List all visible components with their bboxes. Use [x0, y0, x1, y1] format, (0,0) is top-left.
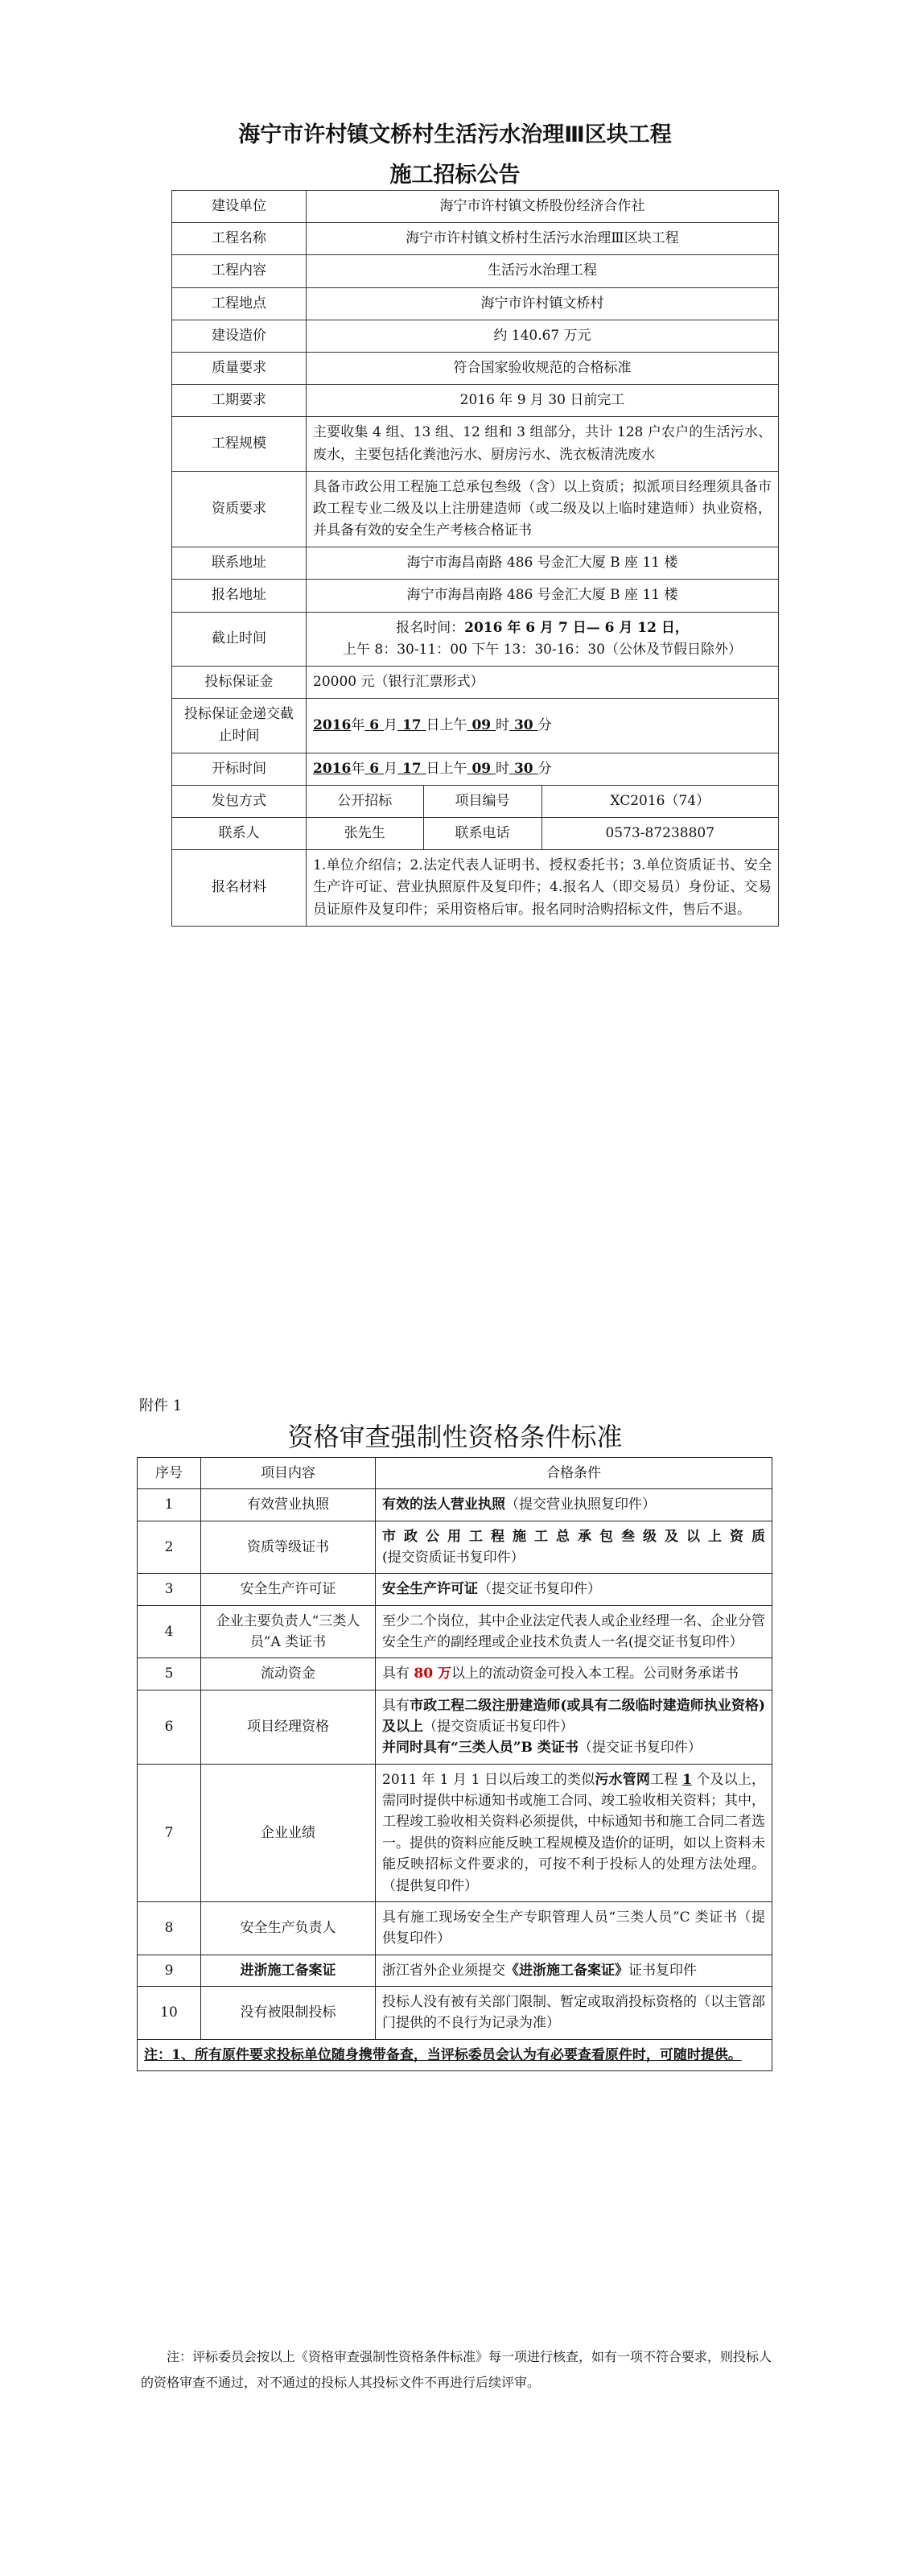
notice-label: 投标保证金递交截止时间	[172, 699, 307, 753]
notice-value: 海宁市海昌南路 486 号金汇大厦 B 座 11 楼	[307, 580, 779, 612]
notice-row	[172, 223, 779, 255]
table-header-row	[138, 1458, 772, 1489]
annex-title: 资格审查强制性资格条件标准	[287, 1422, 623, 1452]
deadline-dates: 2016 年 6 月 7 日— 6 月 12 日，	[464, 619, 689, 636]
header-no: 序号	[138, 1458, 201, 1489]
table-row: 3 安全生产许可证 安全生产许可证（提交证书复印件）	[138, 1574, 772, 1605]
notice-value-phone: 0573-87238807	[541, 817, 778, 849]
notice-label: 报名地址	[172, 580, 307, 612]
notice-row	[172, 417, 779, 471]
table-row: 2 资质等级证书 市政公用工程施工总承包叁级及以上资质(提交资质证书复印件）	[138, 1521, 772, 1574]
notice-value: 具备市政公用工程施工总承包叁级（含）以上资质；拟派项目经理须具备市政工程专业二级及以上注册建造师（或二级及以上临时建造师）执业资格，并具备有效的安全生产考核合格证书	[307, 471, 779, 547]
notice-row-deadline	[172, 612, 779, 666]
notice-value-deposit: 20000 元（银行汇票形式）	[307, 667, 779, 699]
deadline-hours: 上午 8：30-11：00 下午 13：30-16：30（公休及节假日除外）	[343, 641, 742, 658]
notice-subtitle: 施工招标公告	[389, 163, 521, 188]
notice-value: 符合国家验收规范的合格标准	[307, 352, 779, 384]
notice-label: 建设单位	[172, 191, 307, 223]
notice-row-method	[172, 785, 779, 817]
notice-table	[171, 190, 779, 927]
notice-value-opening: 2016年 6 月 17 日上午 09 时 30 分	[307, 753, 779, 785]
notice-label: 开标时间	[172, 753, 307, 785]
header-req: 合格条件	[376, 1458, 772, 1489]
notice-row	[172, 287, 779, 320]
notice-row-opening	[172, 753, 779, 785]
notice-label: 工期要求	[172, 385, 307, 417]
notice-row	[172, 352, 779, 384]
notice-row	[172, 580, 779, 612]
notice-label: 报名材料	[172, 850, 307, 927]
notice-value-materials: 1.单位介绍信；2.法定代表人证明书、授权委托书；3.单位资质证书、安全生产许可证、营业执照原件及复印件；4.报名人（即交易员）身份证、交易员证原件及复印件；采用资格后审。报名同时洽购招标文件，售后不退。	[307, 850, 779, 927]
notice-label: 投标保证金	[172, 667, 307, 699]
notice-value: 海宁市许村镇文桥村生活污水治理Ⅲ区块工程	[307, 223, 779, 255]
header-item: 项目内容	[201, 1458, 376, 1489]
notice-row-deposit-deadline	[172, 699, 779, 753]
notice-value: 生活污水治理工程	[307, 255, 779, 287]
notice-label: 工程名称	[172, 223, 307, 255]
table-row: 10 没有被限制投标 投标人没有被有关部门限制、暂定或取消投标资格的（以主管部门提供的不良行为记录为准）	[138, 1986, 772, 2039]
notice-label: 质量要求	[172, 352, 307, 384]
table-row: 5 流动资金 具有 80 万以上的流动资金可投入本工程。公司财务承诺书	[138, 1658, 772, 1690]
footnote: 注：评标委员会按以上《资格审查强制性资格条件标准》每一项进行核查，如有一项不符合要求，则投标人的资格审查不通过，对不通过的投标人其投标文件不再进行后续评审。	[141, 2349, 772, 2390]
notice-value-method: 公开招标	[307, 785, 424, 817]
notice-row	[172, 471, 779, 547]
notice-value-deadline	[307, 612, 779, 666]
notice-label: 截止时间	[172, 612, 307, 666]
table-note-row	[138, 2039, 772, 2070]
notice-row	[172, 191, 779, 223]
table-note: 注：1、所有原件要求投标单位随身携带备查，当评标委员会认为有必要查看原件时，可随时提供。	[138, 2039, 772, 2070]
notice-label: 工程规模	[172, 417, 307, 471]
qualification-table	[137, 1457, 772, 2071]
table-row: 8 安全生产负责人 具有施工现场安全生产专职管理人员“三类人员”C 类证书（提供复印件）	[138, 1901, 772, 1955]
notice-row	[172, 547, 779, 580]
notice-label-phone: 联系电话	[423, 817, 541, 849]
notice-value: 约 140.67 万元	[307, 320, 779, 352]
notice-label: 发包方式	[172, 785, 307, 817]
table-row: 9 进浙施工备案证 浙江省外企业须提交《进浙施工备案证》证书复印件	[138, 1955, 772, 1986]
notice-value: 海宁市许村镇文桥股份经济合作社	[307, 191, 779, 223]
notice-value-contact: 张先生	[307, 817, 424, 849]
notice-row	[172, 385, 779, 417]
notice-row-contact	[172, 817, 779, 849]
notice-label: 建设造价	[172, 320, 307, 352]
notice-label: 工程地点	[172, 287, 307, 320]
notice-value: 海宁市海昌南路 486 号金汇大厦 B 座 11 楼	[307, 547, 779, 580]
notice-label-code: 项目编号	[423, 785, 541, 817]
notice-row	[172, 320, 779, 352]
notice-row	[172, 255, 779, 287]
notice-label: 联系人	[172, 817, 307, 849]
notice-label: 联系地址	[172, 547, 307, 580]
notice-value: 2016 年 9 月 30 日前完工	[307, 385, 779, 417]
annex-label: 附件 1	[139, 1397, 183, 1414]
notice-label: 工程内容	[172, 255, 307, 287]
notice-value: 海宁市许村镇文桥村	[307, 287, 779, 320]
table-row: 6 项目经理资格 具有市政工程二级注册建造师(或具有二级临时建造师执业资格)及以上（提交资质证书复印件） 并同时具有“三类人员”B 类证书（提交证书复印件）	[138, 1690, 772, 1764]
table-row: 4 企业主要负责人“三类人员”A 类证书 至少二个岗位，其中企业法定代表人或企业经理一名、企业分管安全生产的副经理或企业技术负责人一名(提交证书复印件）	[138, 1605, 772, 1658]
notice-label: 资质要求	[172, 471, 307, 547]
notice-value-code: XC2016（74）	[541, 785, 778, 817]
table-row: 7 企业业绩 2011 年 1 月 1 日以后竣工的类似污水管网工程 1 个及以上，需同时提供中标通知书或施工合同、竣工验收相关资料；其中，工程竣工验收相关资料必须提供，中标通知书和施工合同二者选一。提供的资料应能反映工程规模及造价的证明，如以上资料未能反映招标文件要求的，可按不利于投标人的处理方法处理。（提供复印件）	[138, 1764, 772, 1901]
deadline-prefix: 报名时间：	[396, 619, 465, 636]
notice-row-materials	[172, 850, 779, 927]
notice-row-deposit	[172, 667, 779, 699]
notice-value-deposit-deadline: 2016年 6 月 17 日上午 09 时 30 分	[307, 699, 779, 753]
notice-title: 海宁市许村镇文桥村生活污水治理Ⅲ区块工程	[238, 122, 672, 147]
notice-value: 主要收集 4 组、13 组、12 组和 3 组部分，共计 128 户农户的生活污水、废水，主要包括化粪池污水、厨房污水、洗衣板清洗废水	[307, 417, 779, 471]
table-row: 1 有效营业执照 有效的法人营业执照（提交营业执照复印件）	[138, 1489, 772, 1521]
